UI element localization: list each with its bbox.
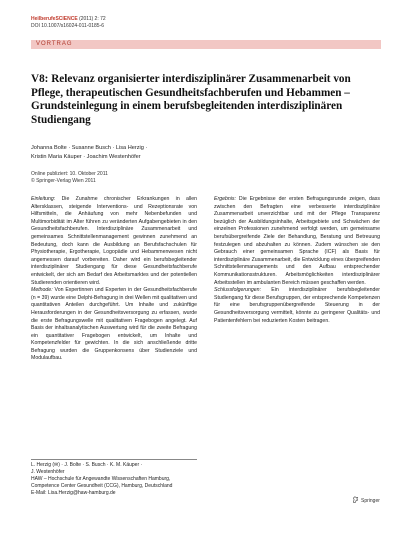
affiliation-institution: HAW – Hochschule für Angewandte Wissenschaften Hamburg, (31, 475, 171, 482)
conclusion-text: Ein interdisziplinärer berufsbegleitender Studiengang für diese Berufsgruppen, der entsprechende Kompetenzen für eine berufsgruppenübergreifende Steuerung in der Gesundheitsversorgung vermittelt, könnte zu geringerer Qualitäts- und Patientenfehlern bei reduzierten Kosten beitragen. (214, 287, 380, 324)
result-label: Ergebnis: (214, 196, 236, 202)
method-text: Von Expertinnen und Experten in der Gesundheitsfachberufe (n = 39) wurde eine Delphi-Befragung in drei Wellen mit qualitativen und quantitativen Anteilen durchgeführt. Um Inhalte und zukünftige Herausforderungen in der Gesundheitsversorgung zu erfassen, wurde die erste Befragungswelle mit qualitativen Fragebogen angelegt. Auf Basis der inhaltsanalytischen Auswertung wird für die zweite Befragung ein quantitativer Fragebogen entwickelt, um Inhalte und Kompetenzfelder für gewichten. In die sich anschließende dritte Befragung wurden die Gruppenkonsens über Studienziele und Modulaufbau. (31, 287, 197, 362)
intro-text: Die Zunahme chronischer Erkrankungen in allen Altersklassen, steigende Interventions- und Rezeptionsrate von Hilfsmitteln, die Anhäufung von mehr Nebenbefunden und Multimorbidität im Alter führen zu veränderten Aufgabengebieten in den Gesundheitsfachberufen. Interdisziplinäre Zusammenarbeit und gemeinsames Schnittstellenmanagement gewinnen zunehmend an Bedeutung, doch kann die Ausbildung an Berufsfachschulen für Physiotherapie, Ergotherapie, Logopädie und Hebammenwesen nicht angemessen darauf vorbereiten. Daher wird ein berufsbegleitender interdisziplinärer Studiengang für diese Gesundheitsfachberufe entwickelt, der sich am Bedarf des Arbeitsmarktes und der potentiellen Studierenden orientieren wird. (31, 196, 197, 286)
springer-wordmark: Springer (361, 497, 380, 504)
article-title: V8: Relevanz organisierter interdisziplinärer Zusammenarbeit von Pflege, therapeutischen Gesundheitsfachberufen und Hebammen – Grundsteinlegung in einem berufsbegleitenden interdisziplinären Studiengang (31, 73, 351, 126)
section-bar (31, 40, 381, 49)
authors-line-1: Johanna Bolte · Susanne Busch · Lisa Herzig · (31, 145, 148, 151)
journal-header (31, 16, 106, 22)
conclusion-label: Schlussfolgerungen: (214, 287, 262, 294)
affiliation-email[interactable]: E-Mail: Lisa.Herzig@haw-hamburg.de (31, 489, 116, 496)
section-label: VORTRAG (36, 41, 73, 47)
doi: DOI 10.1007/s16024-011-0185-6 (31, 23, 105, 29)
springer-horse-icon (352, 496, 359, 505)
footnote-divider (31, 459, 197, 460)
affiliation-authors: L. Herzig (✉) · J. Bolte · S. Busch · K. M. Käuper · (31, 462, 143, 468)
body-column-right (214, 196, 380, 325)
journal-reference: (2011) 2: 72 (79, 16, 106, 22)
method-label: Methode: (31, 287, 53, 294)
author-list (31, 144, 231, 162)
journal-brand: HeilberufeSCIENCE (31, 16, 78, 22)
authors-line-2: Kristin Maria Käuper · Joachim Westenhöfer (31, 154, 141, 160)
copyright: © Springer-Verlag Wien 2011 (31, 178, 96, 184)
affiliation-authors-cont: J. Westenhöfer (31, 468, 65, 475)
affiliation-center: Competence Center Gesundheit (CCG), Hamburg, Deutschland (31, 482, 173, 489)
springer-logo (352, 496, 380, 505)
publication-info (31, 171, 108, 185)
body-column-left (31, 196, 197, 363)
online-date: Online publiziert: 10. Oktober 2011 (31, 171, 108, 177)
result-text: Die Ergebnisse der ersten Befragungsrunde zeigen, dass zwischen den Befragten eine verbesserte interdisziplinäre Zusammenarbeit unverzichtbar und mit der Pflege Transparenz bezüglich der Ausbildungsinhalte, Arbeitsgebiete und Schwächen der einzelnen Professionen zunehmend verfolgt werden, um gemeinsame berufsübergreifende Ziele der Behandlung, Beratung und Betreuung festzulegen und abzuhalten zu können. Zudem wünschen sie den Gebrauch einer gemeinsamen Sprache (ICF) als Basis für interdisziplinäre Zusammenarbeit, die Entwicklung eines übergreifenden Schnittstellenmanagements und den Aufbau entsprechender Kommunikationsstrukturen. Arbeitsmöglichkeiten interdisziplinärer Arbeitsstellen im ambulanten Bereich müssen geschaffen werden. (214, 196, 380, 286)
affiliation-block (31, 462, 201, 497)
intro-label: Einleitung: (31, 196, 56, 202)
